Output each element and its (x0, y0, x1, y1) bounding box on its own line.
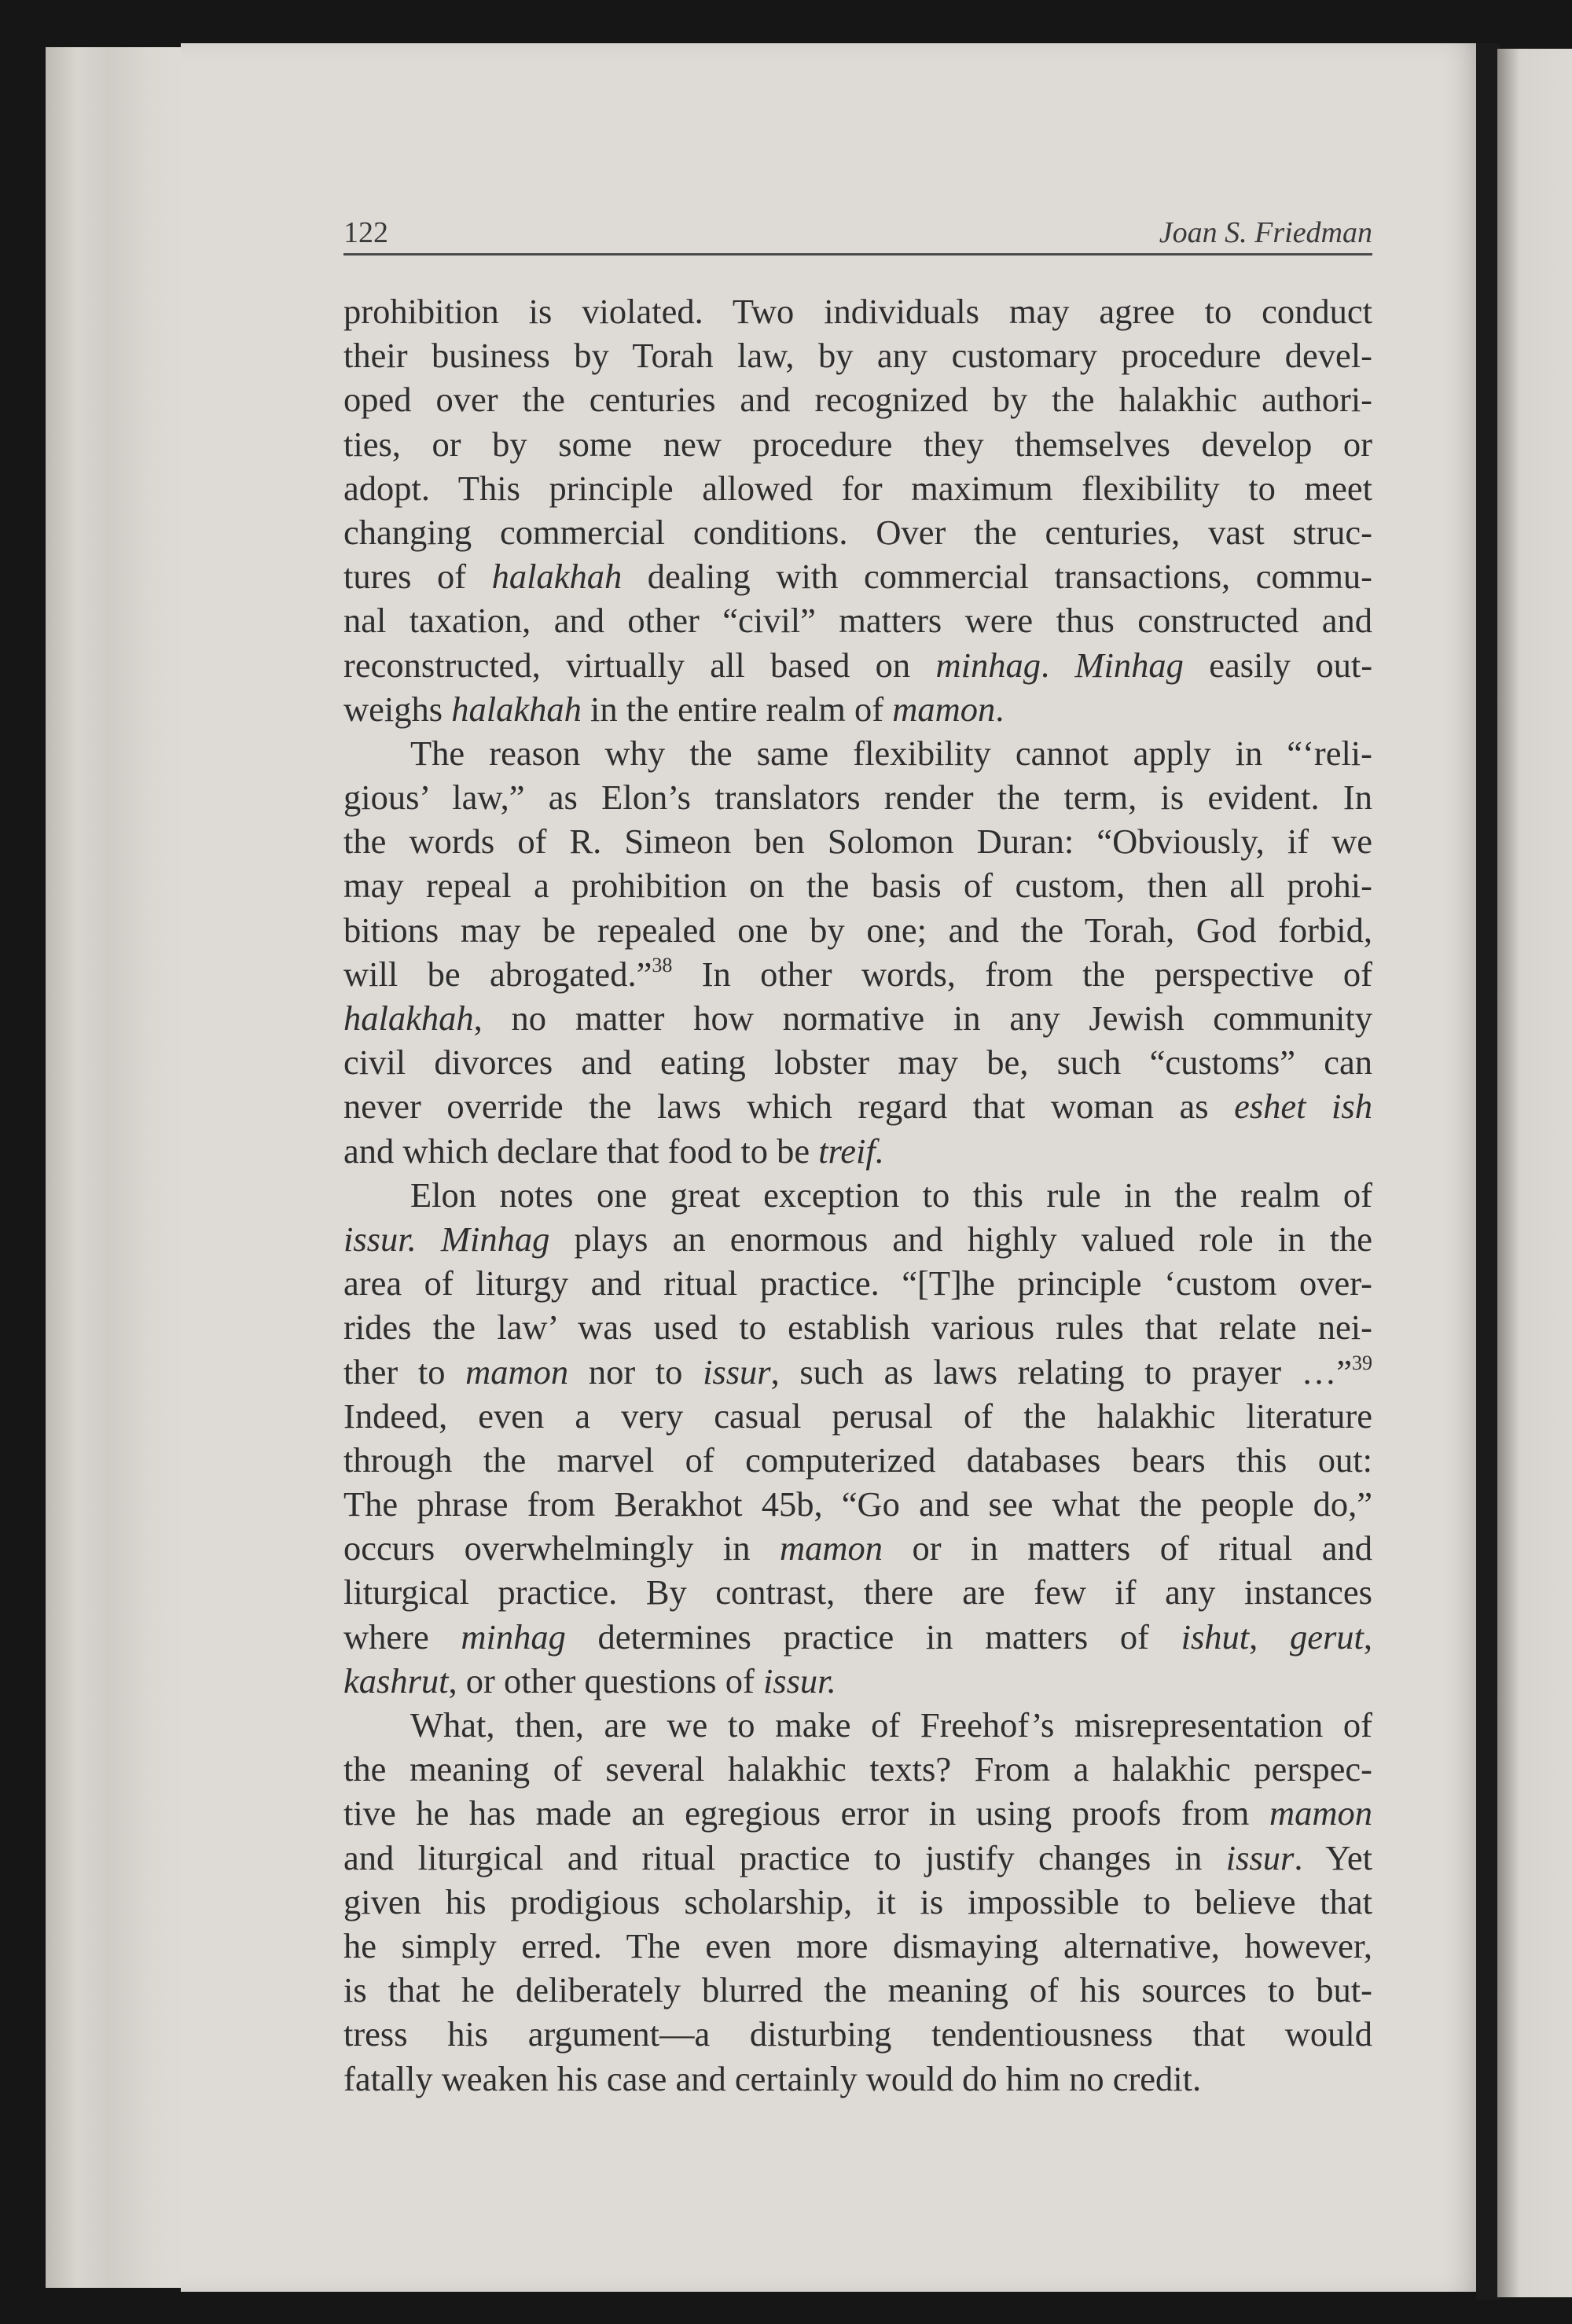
italic-term: ishut (1181, 1616, 1250, 1657)
text-run: their business by Torah law, by any customary procedure devel- (343, 336, 1372, 376)
text-run: nal taxation, and other “civil” matters were thus constructed and (343, 601, 1372, 641)
text-run: , or other questions of (448, 1660, 763, 1701)
italic-term: issur. (762, 1660, 836, 1701)
text-line (343, 1086, 1372, 1130)
text-run: the meaning of several halakhic texts? From a halakhic perspec- (343, 1749, 1372, 1789)
text-run: bitions may be repealed one by one; and the Torah, God forbid, (343, 910, 1372, 950)
text-line (343, 1572, 1372, 1616)
italic-term: mamon (465, 1351, 569, 1392)
text-line (343, 910, 1372, 954)
text-run: , such as laws relating to prayer …” (770, 1351, 1352, 1392)
text-run: Indeed, even a very casual perusal of the halakhic literature (343, 1396, 1372, 1436)
text-run: and liturgical and ritual practice to justify changes in (343, 1837, 1226, 1877)
text-line (343, 1396, 1372, 1440)
text-run: reconstructed, virtually all based on (343, 645, 936, 685)
text-run: tive he has made an egregious error in using proofs from (343, 1793, 1269, 1833)
italic-term: mamon (892, 689, 996, 729)
text-line (343, 1969, 1372, 2013)
text-line (343, 1925, 1372, 1969)
text-run: he simply erred. The even more dismaying alternative, however, (343, 1925, 1372, 1965)
text-line (343, 1351, 1372, 1396)
text-run: easily out- (1183, 645, 1373, 685)
text-run: In other words, from the perspective of (672, 954, 1372, 994)
text-run: occurs overwhelmingly in (343, 1528, 780, 1568)
italic-term: issur. Minhag (343, 1219, 550, 1259)
text-line (343, 600, 1372, 644)
italic-term: issur (703, 1351, 771, 1392)
text-run: is that he deliberately blurred the meaning of his sources to but- (343, 1970, 1372, 2010)
text-line (343, 1042, 1372, 1086)
text-run: oped over the centuries and recognized by the halakhic authori- (343, 380, 1372, 420)
text-run: ties, or by some new procedure they themselves develop or (343, 424, 1372, 464)
italic-term: gerut (1289, 1616, 1364, 1657)
text-run: , (1363, 1616, 1372, 1657)
text-line (343, 1881, 1372, 1925)
italic-term: treif. (818, 1131, 884, 1171)
text-line (343, 1704, 1372, 1749)
text-run: liturgical practice. By contrast, there are few if any instances (343, 1572, 1372, 1612)
text-run: through the marvel of computerized databases bears this out: (343, 1440, 1372, 1480)
text-run: , (1249, 1616, 1290, 1657)
text-run: ther to (343, 1351, 466, 1392)
italic-term: mamon (1269, 1793, 1372, 1833)
text-run: prohibition is violated. Two individuals may agree to conduct (343, 292, 1372, 331)
text-line (343, 1307, 1372, 1351)
text-run: the words of R. Simeon ben Solomon Duran: “Obviously, if we (343, 822, 1372, 862)
body-text (343, 291, 1372, 2102)
text-run: . Yet (1294, 1837, 1372, 1877)
text-run: civil divorces and eating lobster may be, such “customs” can (343, 1042, 1372, 1083)
text-run: gious’ law,” as Elon’s translators render the term, is evident. In (343, 778, 1372, 818)
text-line (343, 645, 1372, 689)
text-line (343, 1837, 1372, 1881)
text-line (343, 821, 1372, 865)
text-run: or in matters of ritual and (883, 1528, 1372, 1568)
text-line (343, 1131, 1372, 1175)
text-line (343, 1793, 1372, 1837)
text-run: tress his argument—a disturbing tendentiousness that would (343, 2014, 1372, 2054)
text-run: weighs (343, 689, 452, 729)
italic-term: minhag (935, 645, 1041, 685)
text-run: . (1041, 645, 1075, 685)
text-line (343, 468, 1372, 512)
text-run: Elon notes one great exception to this rule in the realm of (410, 1175, 1372, 1215)
text-run: nor to (568, 1351, 703, 1392)
footnote-ref: 38 (652, 953, 673, 976)
text-run: determines practice in matters of (565, 1616, 1181, 1657)
text-line (343, 556, 1372, 600)
italic-term: halakhah (451, 689, 582, 729)
text-run: dealing with commercial transactions, commu- (622, 557, 1373, 597)
text-run: What, then, are we to make of Freehof’s misrepresentation of (410, 1705, 1372, 1745)
text-line (343, 1660, 1372, 1704)
italic-term: eshet ish (1234, 1087, 1372, 1127)
text-run: given his prodigious scholarship, it is impossible to believe that (343, 1881, 1372, 1921)
text-line (343, 2058, 1372, 2102)
italic-term: halakhah (343, 998, 474, 1038)
text-run: never override the laws which regard that woman as (343, 1087, 1235, 1127)
text-run: may repeal a prohibition on the basis of custom, then all prohi- (343, 866, 1372, 906)
text-run: , no matter how normative in any Jewish community (473, 998, 1372, 1038)
text-line (343, 1440, 1372, 1484)
text-run: rides the law’ was used to establish various rules that relate nei- (343, 1307, 1372, 1348)
text-line (343, 1484, 1372, 1528)
text-line (343, 1175, 1372, 1219)
page-edges (46, 47, 203, 2288)
text-run: adopt. This principle allowed for maximum flexibility to meet (343, 468, 1372, 508)
text-line (343, 1219, 1372, 1263)
text-line (343, 1749, 1372, 1793)
page-number: 122 (343, 216, 388, 249)
text-run: and which declare that food to be (343, 1131, 819, 1171)
header-rule (343, 253, 1372, 256)
text-line (343, 2013, 1372, 2057)
text-line (343, 1528, 1372, 1572)
text-run: plays an enormous and highly valued role in the (549, 1219, 1372, 1259)
book-gutter (1476, 43, 1500, 2300)
text-run: changing commercial conditions. Over the centuries, vast struc- (343, 512, 1372, 552)
italic-term: Minhag (1074, 645, 1184, 685)
italic-term: halakhah (491, 557, 623, 597)
text-run: tures of (343, 557, 492, 597)
text-run: will be abrogated.” (343, 954, 652, 994)
text-line (343, 733, 1372, 777)
italic-term: issur (1225, 1837, 1295, 1877)
running-head-author: Joan S. Friedman (1159, 216, 1372, 249)
text-line (343, 335, 1372, 379)
text-line (343, 689, 1372, 733)
text-line (343, 512, 1372, 556)
text-line (343, 954, 1372, 998)
text-line (343, 1616, 1372, 1660)
italic-term: kashrut (343, 1660, 449, 1701)
text-run: . (995, 689, 1005, 729)
text-line (343, 998, 1372, 1042)
text-run: The reason why the same flexibility cannot apply in “‘reli- (410, 733, 1372, 773)
text-run: The phrase from Berakhot 45b, “Go and see what the people do,” (343, 1484, 1372, 1524)
footnote-ref: 39 (1352, 1351, 1372, 1374)
text-run: fatally weaken his case and certainly would do him no credit. (343, 2058, 1202, 2098)
text-line (343, 777, 1372, 821)
italic-term: minhag (461, 1616, 566, 1657)
text-run: area of liturgy and ritual practice. “[T]he principle ‘custom over- (343, 1263, 1372, 1304)
text-line (343, 379, 1372, 423)
text-run: where (343, 1616, 461, 1657)
text-line (343, 291, 1372, 335)
italic-term: mamon (779, 1528, 883, 1568)
text-line (343, 865, 1372, 909)
text-run: in the entire realm of (581, 689, 893, 729)
text-line (343, 424, 1372, 468)
text-line (343, 1263, 1372, 1307)
facing-page-edge (1497, 49, 1572, 2297)
